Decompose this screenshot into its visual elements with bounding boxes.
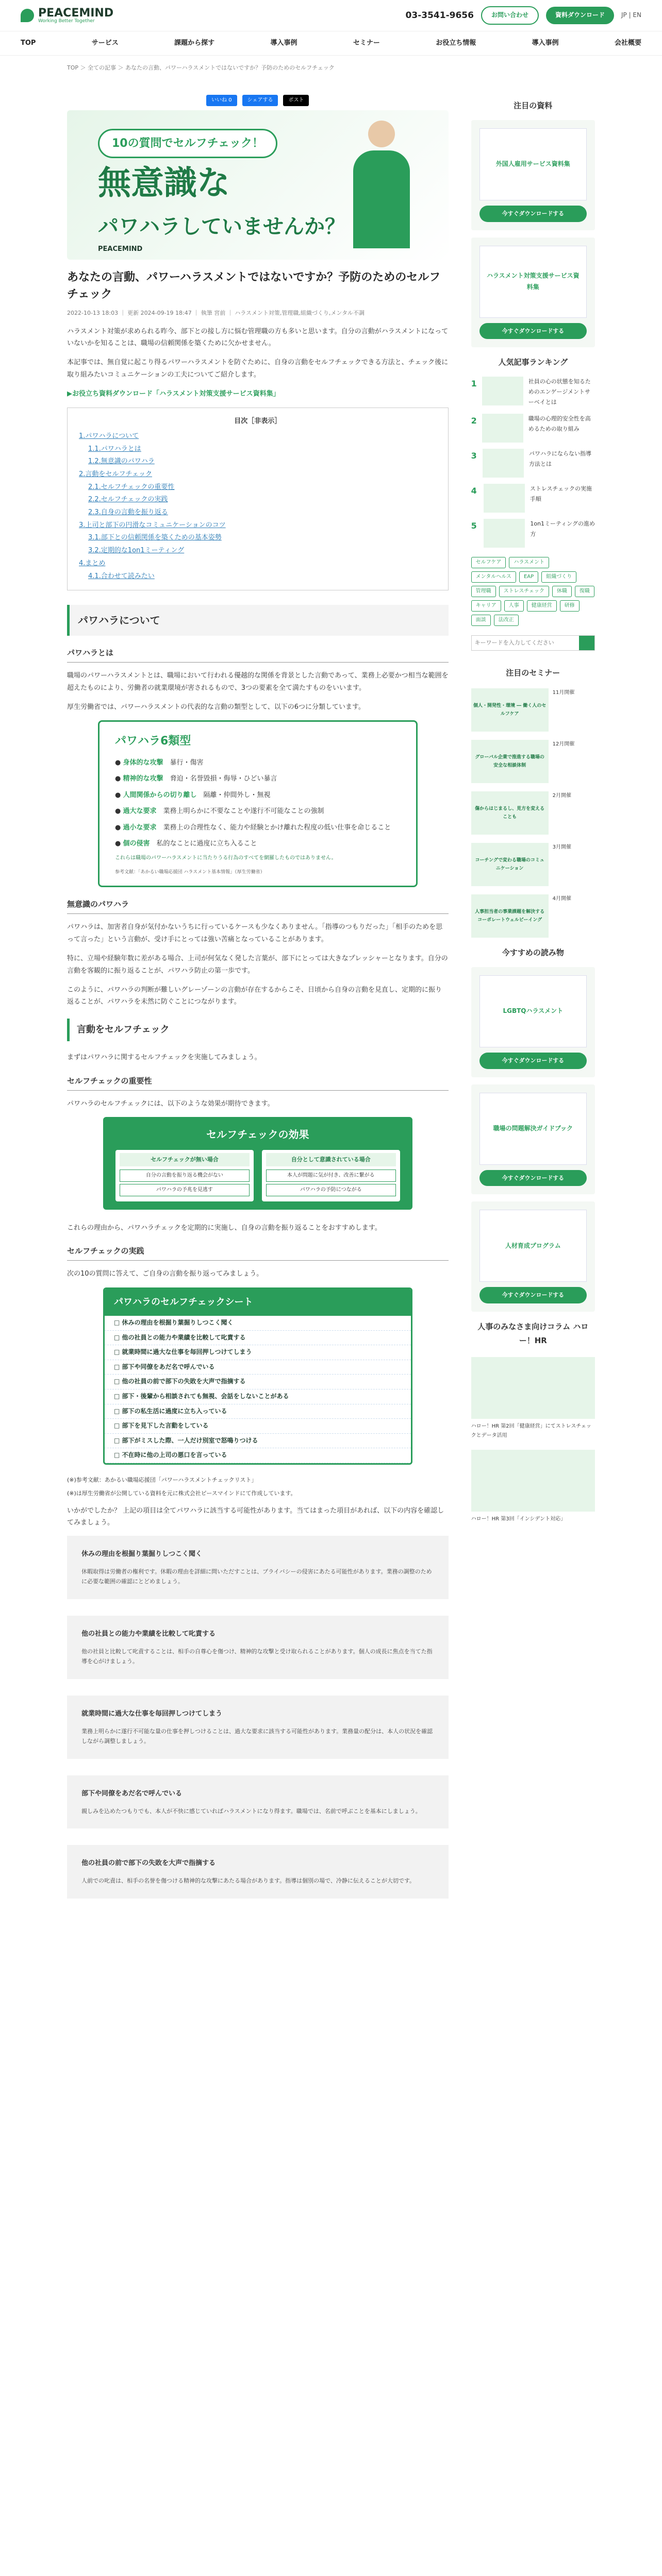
share-button[interactable]: シェアする <box>242 95 278 106</box>
search-icon[interactable] <box>579 636 594 650</box>
column-item: 自分の言動を振り返る機会がない <box>120 1170 250 1182</box>
phone-number[interactable]: 03-3541-9656 <box>405 10 474 21</box>
toc-item[interactable]: 4.まとめ <box>79 559 106 567</box>
hero-brand: PEACEMIND <box>98 245 143 253</box>
ranking-title[interactable]: パワハラにならない指導方法とは <box>529 450 592 467</box>
column-title[interactable]: ハロー！HR 第2回「健康経営」にてストレスチェックとデータ活用 <box>471 1423 591 1439</box>
self-check-effect-figure <box>103 1117 412 1210</box>
toc-item[interactable]: 2.3.自身の言動を振り返る <box>88 509 168 517</box>
column-thumbnail <box>471 1357 595 1419</box>
explanation-box <box>67 1845 449 1898</box>
paragraph: このように、パワハラの判断が難しいグレーゾーンの言動が存在するからこそ、日頃から自身の言動を見直し、定期的に振り返ることが、パワハラを未然に防ぐことにつながります。 <box>67 986 442 1006</box>
download-card[interactable] <box>471 1084 595 1195</box>
paragraph: いかがでしたか？ 上記の項目は全てパワハラに該当する可能性があります。当てはまった項目があれば、以下の内容を確認してみましょう。 <box>67 1506 444 1527</box>
figure-footnote: これらは職場のパワーハラスメントに当たりうる行為のすべてを網羅したものではありません。 <box>115 855 337 861</box>
explanation-title: 休みの理由を根掘り葉掘りしつこく聞く <box>81 1550 203 1558</box>
ranking-thumbnail <box>482 377 523 405</box>
download-card[interactable] <box>471 1201 595 1312</box>
type-description: 脅迫・名誉毀損・侮辱・ひどい暴言 <box>170 775 277 783</box>
type-row: ● 身体的な攻撃 暴行・傷害 <box>115 758 204 767</box>
paragraph: 次の10の質問に答えて、ご自身の言動を振り返ってみましょう。 <box>67 1270 263 1278</box>
power-harassment-types-figure <box>98 720 418 887</box>
download-thumbnail: 人材育成プログラム <box>479 1210 587 1282</box>
ranking-title[interactable]: 社員の心の状態を知るためのエンゲージメントサーベイとは <box>528 378 591 405</box>
type-row: ● 過大な要求 業務上明らかに不要なことや遂行不可能なことの強制 <box>115 807 324 816</box>
language-switch[interactable]: JP | EN <box>621 11 641 19</box>
sheet-title: パワハラのセルフチェックシート <box>105 1289 411 1316</box>
type-description: 業務上の合理性なく、能力や経験とかけ離れた程度の低い仕事を命じること <box>163 823 391 832</box>
tag[interactable]: EAP <box>519 571 538 583</box>
material-card[interactable] <box>471 120 595 230</box>
seminar-date: 2月開催 <box>552 792 571 799</box>
explanation-title: 就業時間に過大な仕事を毎回押しつけてしまう <box>81 1710 223 1718</box>
tag-cloud <box>471 557 595 626</box>
toc-item[interactable]: 4.1.合わせて読みたい <box>88 572 155 580</box>
download-card[interactable] <box>471 967 595 1077</box>
nav-cases-2[interactable]: 導入事例 <box>532 39 559 47</box>
explanation-box <box>67 1536 449 1599</box>
sidebar-heading: 人事のみなさま向けコラム ハロー！HR <box>477 1322 589 1346</box>
column-title[interactable]: ハロー！HR 第3回「インシデント対応」 <box>471 1516 566 1522</box>
seminar-item[interactable] <box>471 894 595 938</box>
explanation-title: 他の社員との能力や業績を比較して叱責する <box>81 1630 216 1638</box>
rank-number: 4 <box>471 485 477 496</box>
table-of-contents <box>67 408 449 591</box>
ranking-title[interactable]: 1on1ミーティングの進め方 <box>530 520 595 537</box>
toc-item[interactable]: 2.1.セルフチェックの重要性 <box>88 483 175 491</box>
nav-issues[interactable]: 課題から探す <box>174 39 215 47</box>
paragraph: 厚生労働省では、パワーハラスメントの代表的な言動の類型として、以下の6つに分類しています。 <box>67 703 365 711</box>
ranking-thumbnail <box>484 484 525 513</box>
section-heading: パワハラについて <box>67 605 449 636</box>
hero-heading: 無意識な <box>98 164 230 202</box>
seminar-thumbnail: グローバル企業で推進する職場の安全な相談体制 <box>471 740 549 783</box>
ranking-item[interactable] <box>471 449 595 478</box>
toc-item[interactable]: 2.言動をセルフチェック <box>79 470 153 478</box>
intro-paragraph-1: ハラスメント対策が求められる昨今、部下との接し方に悩む管理職の方も多いと思います。自分の言動がハラスメントになっていないかを知ることは、職場の信頼関係を築くために欠かせません。 <box>67 327 449 347</box>
material-thumbnail: ハラスメント対策支援サービス資料集 <box>479 246 587 318</box>
hero-image <box>67 110 449 260</box>
explanation-body: 親しみを込めたつもりでも、本人が不快に感じていればハラスメントになり得ます。職場では、名前で呼ぶことを基本にしましょう。 <box>81 1807 421 1815</box>
type-name: 個の侵害 <box>123 839 150 848</box>
tag[interactable]: 復職 <box>575 586 594 597</box>
figure-title: セルフチェックの効果 <box>206 1128 309 1141</box>
tag[interactable]: メンタルヘルス <box>471 571 516 583</box>
subsection-heading: セルフチェックの重要性 <box>67 1074 449 1091</box>
tag[interactable]: ストレスチェック <box>499 586 549 597</box>
reference-note: (※)参考文献：あかるい職場応援団「パワーハラスメントチェックリスト」 <box>67 1476 257 1483</box>
nav-info[interactable]: お役立ち情報 <box>436 39 476 47</box>
intro-paragraph-2: 本記事では、無自覚に起こり得るパワーハラスメントを防ぐために、自身の言動をセルフチェックできる方法と、チェック後に取り組みたいコミュニケーションの工夫についてご紹介します。 <box>67 359 449 379</box>
tag[interactable]: 管理職 <box>471 586 496 597</box>
tag[interactable]: 研修 <box>560 600 580 612</box>
search-input[interactable] <box>472 636 579 650</box>
type-row: ● 過小な要求 業務上の合理性なく、能力や経験とかけ離れた程度の低い仕事を命じること <box>115 823 391 832</box>
figure-source: 参考文献：「あかるい職場応援団 ハラスメント基本情報」（厚生労働省） <box>115 870 265 875</box>
logo-subtitle: Working Better Together <box>38 18 95 24</box>
type-name: 身体的な攻撃 <box>123 758 163 767</box>
paragraph: パワハラは、加害者自身が気付かないうちに行っているケースも少なくありません。「指導のつもりだった」「相手のためを思って言った」という言動が、受け手にとっては強い苦痛となっていることがあります。 <box>67 923 443 943</box>
column-thumbnail <box>471 1450 595 1512</box>
toc-title[interactable]: 目次［非表示］ <box>234 417 282 425</box>
subsection-heading: 無意識のパワハラ <box>67 897 449 914</box>
article <box>67 91 449 1915</box>
seminar-date: 11月開催 <box>552 689 575 696</box>
download-thumbnail: 職場の問題解決ガイドブック <box>479 1093 587 1165</box>
type-name: 人間関係からの切り離し <box>123 791 197 799</box>
type-name: 過小な要求 <box>123 823 157 832</box>
seminar-thumbnail: 傷からはじまるし、見方を変えることも <box>471 791 549 835</box>
seminar-date: 3月開催 <box>552 844 571 850</box>
logo-icon <box>21 9 34 22</box>
ranking-item[interactable] <box>471 377 595 407</box>
tag[interactable]: 休職 <box>552 586 572 597</box>
ranking-thumbnail <box>482 414 523 443</box>
reference-note: (※)は厚生労働省が公開している資料を元に株式会社ピースマインドにて作成しています。 <box>67 1489 296 1497</box>
rank-number: 2 <box>471 415 477 426</box>
tag[interactable]: キャリア <box>471 600 501 612</box>
ranking-title[interactable]: 職場の心理的安全性を高めるための取り組み <box>528 415 591 432</box>
ranking-title[interactable]: ストレスチェックの実施手順 <box>529 485 592 502</box>
breadcrumb[interactable]: TOP ＞ 全ての記事 ＞ あなたの言動、パワーハラスメントではないですか？予防のためのセルフチェック <box>67 64 335 71</box>
download-button[interactable]: 資料ダウンロード <box>546 7 614 24</box>
toc-item[interactable]: 3.2.定期的な1on1ミーティング <box>88 547 185 555</box>
column-card[interactable] <box>471 1450 595 1524</box>
seminar-thumbnail: 個人・開発性・環境 ― 働く人のセルフケア <box>471 688 549 732</box>
material-card[interactable] <box>471 238 595 348</box>
explanation-box <box>67 1775 449 1828</box>
share-buttons <box>67 95 449 106</box>
paragraph: まずはパワハラに関するセルフチェックを実施してみましょう。 <box>67 1054 261 1062</box>
tag[interactable]: 法改正 <box>494 615 519 626</box>
download-thumbnail: LGBTQハラスメント <box>479 975 587 1047</box>
article-title: あなたの言動、パワーハラスメントではないですか？予防のためのセルフチェック <box>67 270 441 301</box>
explanation-body: 休暇取得は労働者の権利です。休暇の理由を詳細に問いただすことは、プライバシーの侵害にあたる可能性があります。業務の調整のために必要な範囲の確認にとどめましょう。 <box>81 1568 432 1585</box>
toc-item[interactable]: 3.上司と部下の円滑なコミュニケーションのコツ <box>79 521 226 529</box>
checklist-item[interactable]: □ 休みの理由を根掘り葉掘りしつこく聞く <box>105 1316 411 1331</box>
paragraph: これらの理由から、パワハラチェックを定期的に実施し、自身の言動を振り返ることをおすすめします。 <box>67 1224 382 1232</box>
checklist-item[interactable]: □ 就業時間に過大な仕事を毎回押しつけてしまう <box>105 1345 411 1360</box>
ranking-item[interactable] <box>471 484 595 513</box>
material-download-button[interactable]: 今すぐダウンロードする <box>479 206 587 222</box>
explanation-body: 業務上明らかに遂行不可能な量の仕事を押しつけることは、過大な要求に該当する可能性があります。業務量の配分は、本人の状況を確認しながら調整しましょう。 <box>81 1727 433 1745</box>
sidebar <box>471 91 595 1915</box>
seminar-item[interactable] <box>471 740 595 783</box>
sidebar-heading: 注目の資料 <box>514 100 553 110</box>
hero-pill: 10の質問でセルフチェック！ <box>98 129 277 159</box>
logo-text: PEACEMIND <box>38 6 114 20</box>
article-meta: 2022-10-13 18:03 ｜ 更新 2024-09-19 18:47 ｜ 執筆 宮前 ｜ ハラスメント対策,管理職,組織づくり,メンタル不調 <box>67 309 365 316</box>
rank-number: 1 <box>471 379 477 389</box>
self-check-sheet <box>103 1287 412 1465</box>
type-description: 暴行・傷害 <box>170 758 204 767</box>
effect-column <box>115 1150 254 1201</box>
ranking-item[interactable] <box>471 414 595 443</box>
sidebar-heading: 注目のセミナー <box>506 668 560 677</box>
download-button[interactable]: 今すぐダウンロードする <box>479 1170 587 1187</box>
seminar-date: 4月開催 <box>552 895 571 902</box>
seminar-item[interactable] <box>471 843 595 886</box>
rank-number: 3 <box>471 450 477 461</box>
tag[interactable]: セルフケア <box>471 557 506 568</box>
subsection-heading: パワハラとは <box>67 646 449 663</box>
toc-item[interactable]: 1.2.無意識のパワハラ <box>88 457 155 466</box>
figure-title: パワハラ6類型 <box>115 735 191 748</box>
explanation-box <box>67 1696 449 1759</box>
toc-item[interactable]: 1.パワハラについて <box>79 432 139 440</box>
checklist-item[interactable]: □ 部下を見下した言動をしている <box>105 1419 411 1434</box>
tag[interactable]: 健康経営 <box>527 600 557 612</box>
nav-seminar[interactable]: セミナー <box>353 39 380 47</box>
type-name: 精神的な攻撃 <box>123 775 163 783</box>
type-description: 私的なことに過度に立ち入ること <box>156 839 257 848</box>
explanation-title: 他の社員の前で部下の失敗を大声で指摘する <box>81 1859 216 1868</box>
type-description: 業務上明らかに不要なことや遂行不可能なことの強制 <box>163 807 324 816</box>
nav-service[interactable]: サービス <box>91 39 119 47</box>
explanation-body: 人前での叱責は、相手の名誉を傷つける精神的な攻撃にあたる場合があります。指導は個別の場で、冷静に伝えることが大切です。 <box>81 1877 416 1884</box>
search-box <box>471 635 595 651</box>
seminar-thumbnail: コーチングで変わる職場のコミュニケーション <box>471 843 549 886</box>
tweet-button[interactable]: ポスト <box>283 95 309 106</box>
toc-item[interactable]: 2.2.セルフチェックの実践 <box>88 496 168 504</box>
tag[interactable]: 組織づくり <box>541 571 576 583</box>
section-heading: 言動をセルフチェック <box>67 1019 449 1041</box>
sidebar-heading: 人気記事ランキング <box>498 358 568 367</box>
column-heading: セルフチェックが無い場合 <box>120 1153 250 1166</box>
person-illustration <box>345 121 418 255</box>
nav-top[interactable]: TOP <box>21 39 36 47</box>
paragraph: 職場のパワーハラスメントとは、職場において行われる優越的な関係を背景とした言動であって、業務上必要かつ相当な範囲を超えたものにより、労働者の就業環境が害されるもので、3つの要素を全て満たすものをいいます。 <box>67 672 449 692</box>
column-card[interactable] <box>471 1357 595 1440</box>
checklist-item[interactable]: □ 部下・後輩から相談されても無視、会話をしないことがある <box>105 1389 411 1404</box>
checklist-item[interactable]: □ 他の社員の前で部下の失敗を大声で指摘する <box>105 1375 411 1389</box>
tag[interactable]: ハラスメント <box>509 557 549 568</box>
subsection-heading: セルフチェックの実践 <box>67 1244 449 1261</box>
download-button[interactable]: 今すぐダウンロードする <box>479 1053 587 1069</box>
tag[interactable]: 人事 <box>504 600 524 612</box>
checklist-item[interactable]: □ 部下の私生活に過度に立ち入っている <box>105 1404 411 1419</box>
hero-subheading: パワハラしていませんか？ <box>98 214 345 239</box>
toc-item[interactable]: 3.1.部下との信頼関係を築くための基本姿勢 <box>88 534 222 542</box>
column-item: パワハラの予防につながる <box>266 1184 396 1196</box>
seminar-item[interactable] <box>471 791 595 835</box>
checklist-item[interactable]: □ 部下がミスした際、一人だけ別室で怒鳴りつける <box>105 1434 411 1449</box>
site-header <box>0 0 662 31</box>
type-description: 隔離・仲間外し・無視 <box>203 791 271 799</box>
checklist-item[interactable]: □ 他の社員との能力や業績を比較して叱責する <box>105 1331 411 1346</box>
type-row: ● 人間関係からの切り離し 隔離・仲間外し・無視 <box>115 791 271 799</box>
type-row: ● 精神的な攻撃 脅迫・名誉毀損・侮辱・ひどい暴言 <box>115 775 277 783</box>
rank-number: 5 <box>471 520 477 531</box>
column-item: パワハラの予兆を見逃す <box>120 1184 250 1196</box>
like-button[interactable]: いいね 0 <box>206 95 237 106</box>
download-button[interactable]: 今すぐダウンロードする <box>479 1287 587 1303</box>
explanation-title: 部下や同僚をあだ名で呼んでいる <box>81 1790 183 1798</box>
contact-button[interactable]: お問い合わせ <box>481 6 539 25</box>
nav-company[interactable]: 会社概要 <box>614 39 641 47</box>
download-link[interactable]: ▶お役立ち資料ダウンロード「ハラスメント対策支援サービス資料集」 <box>67 390 280 398</box>
type-row: ● 個の侵害 私的なことに過度に立ち入ること <box>115 839 257 848</box>
tag[interactable]: 面談 <box>471 615 491 626</box>
ranking-thumbnail <box>483 449 524 478</box>
seminar-date: 12月開催 <box>552 741 575 747</box>
paragraph: パワハラのセルフチェックには、以下のような効果が期待できます。 <box>67 1099 274 1108</box>
sidebar-heading: 今すすめの読み物 <box>502 947 564 957</box>
global-nav <box>0 31 662 56</box>
effect-column <box>262 1150 400 1201</box>
type-name: 過大な要求 <box>123 807 157 816</box>
checklist-item[interactable]: □ 不在時に他の上司の悪口を言っている <box>105 1448 411 1463</box>
ranking-thumbnail <box>484 519 525 548</box>
column-item: 本人が問題に気が付き、改善に繋がる <box>266 1170 396 1182</box>
explanation-box <box>67 1616 449 1679</box>
paragraph: 特に、立場や経験年数に差がある場合、上司が何気なく発した言葉が、部下にとっては大きなプレッシャーとなります。自分の言動を客観的に振り返ることが、パワハラ防止の第一歩です。 <box>67 955 448 975</box>
seminar-thumbnail: 人事担当者の事業課題を解決するコーポレートウェルビーイング <box>471 894 549 938</box>
material-download-button[interactable]: 今すぐダウンロードする <box>479 323 587 340</box>
site-logo[interactable] <box>21 8 113 24</box>
toc-item[interactable]: 1.1.パワハラとは <box>88 445 141 453</box>
explanation-body: 他の社員と比較して叱責することは、相手の自尊心を傷つけ、精神的な攻撃と受け取られることがあります。個人の成長に焦点を当てた指導を心がけましょう。 <box>81 1648 433 1665</box>
nav-cases[interactable]: 導入事例 <box>270 39 297 47</box>
column-heading: 自分として意識されている場合 <box>266 1153 396 1166</box>
material-thumbnail: 外国人雇用サービス資料集 <box>479 128 587 200</box>
seminar-item[interactable] <box>471 688 595 732</box>
checklist-item[interactable]: □ 部下や同僚をあだ名で呼んでいる <box>105 1360 411 1375</box>
ranking-item[interactable] <box>471 519 595 548</box>
